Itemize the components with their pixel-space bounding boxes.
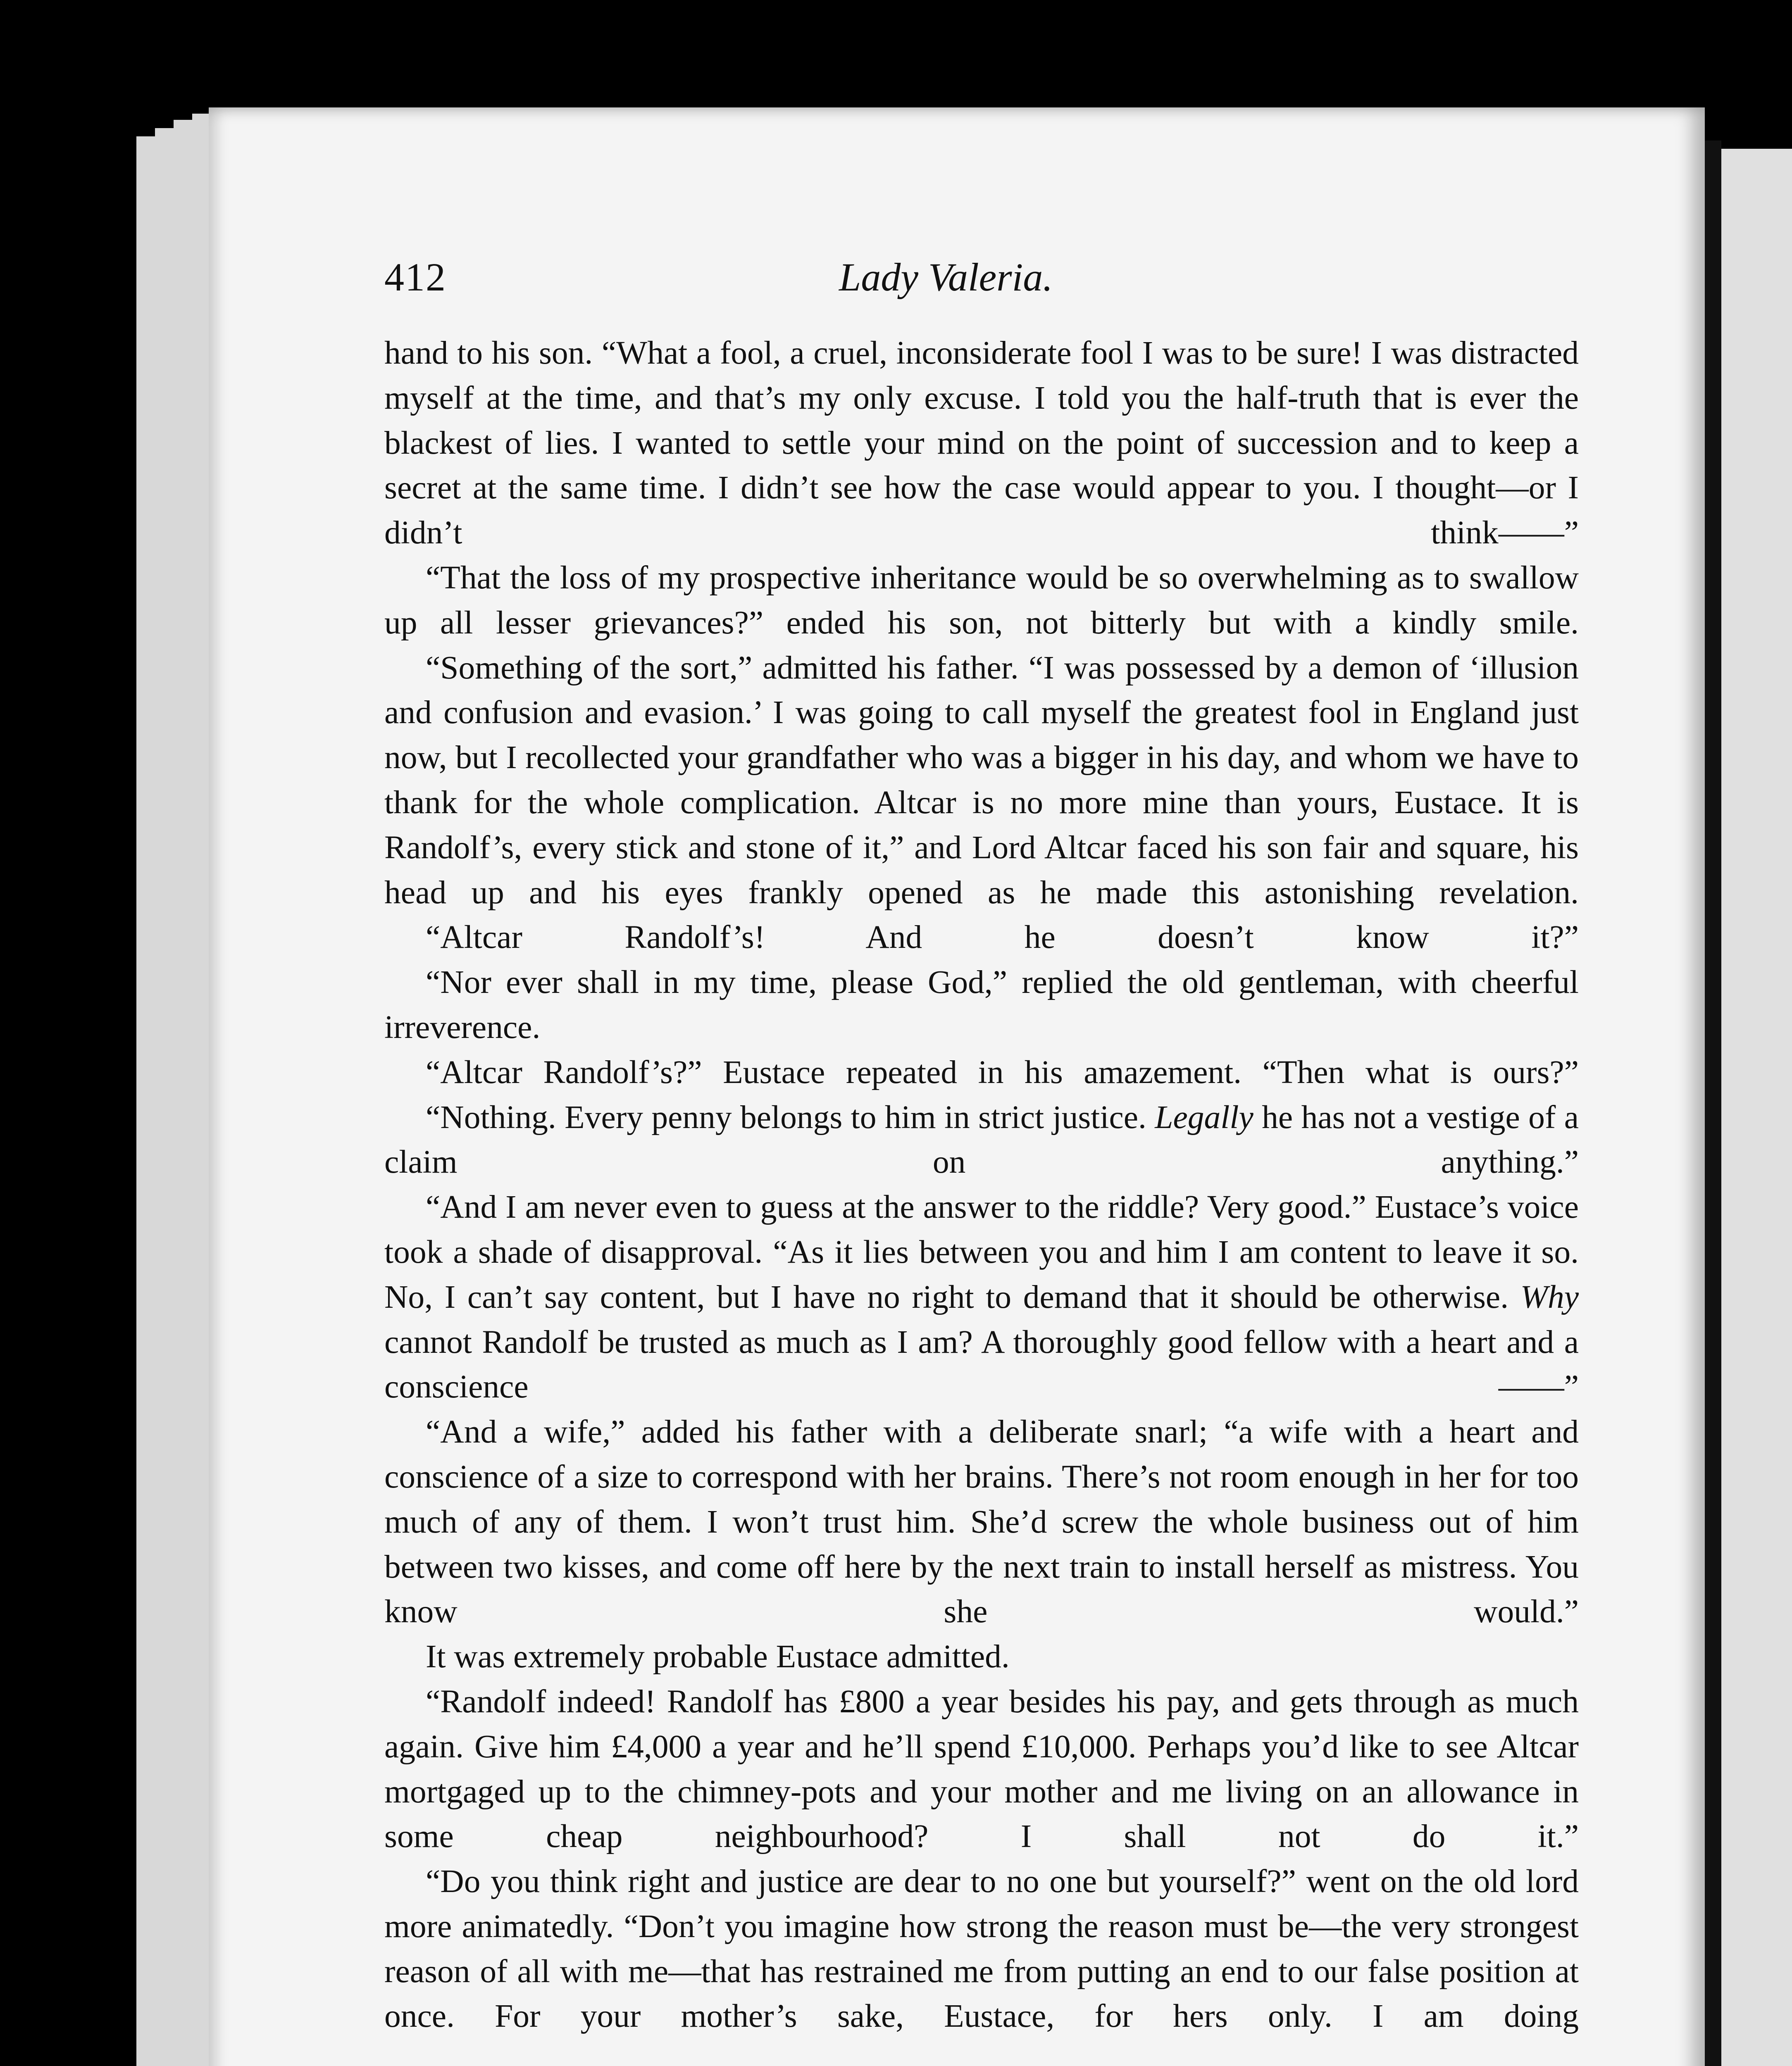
paragraph: “Nor ever shall in my time, please God,” replied the old gentleman, with cheerful irreverence. — [384, 964, 1579, 1045]
paragraph: “Something of the sort,” admitted his father. “I was possessed by a demon of ‘illusion and confusion and evasion.’ I was going to call myself the greatest fool in England just now, but I recollected your grandfather who was a bigger in his day, and whom we have to thank for the whole complication. Altcar is no more mine than yours, Eustace. It is Randolf’s, every stick and stone of it,” and Lord Altcar faced his son fair and square, his head up and his eyes frankly opened as he made this astonishing revelation. — [384, 649, 1579, 911]
text-run: “Nothing. Every penny belongs to him in strict justice. — [426, 1099, 1146, 1135]
paragraph: It was extremely probable Eustace admitted. — [426, 1638, 1010, 1675]
facing-page-edge — [1721, 149, 1792, 2066]
paragraph: “Do you think right and justice are dear to no one but yourself?” went on the old lord more animatedly. “Don’t you imagine how strong the reason must be—the very strongest reason of all with me—that has restrained me from putting an end to our false position at once. For your mother’s sake, Eustace, for hers only. I am doing — [384, 1863, 1579, 2035]
running-header — [384, 254, 1583, 312]
book-gutter — [1705, 140, 1721, 2066]
paragraph: “Altcar Randolf’s?” Eustace repeated in his amazement. “Then what is ours?” — [426, 1054, 1579, 1090]
running-title: Lady Valeria. — [839, 255, 1053, 299]
paragraph: “That the loss of my prospective inheritance would be so overwhelming as to swallow up all lesser grievances?” ended his son, not bitterly but with a kindly smile. — [384, 559, 1579, 641]
body-text — [384, 331, 1579, 2039]
italic-text-run: Legally — [1155, 1099, 1253, 1135]
text-run: he has not a vestige of a claim on anything.” — [384, 1099, 1579, 1181]
paragraph: “And a wife,” added his father with a deliberate snarl; “a wife with a heart and conscience of a size to correspond with her brains. There’s not room enough in her for too much of any of them. I won’t trust him. She’d screw the whole business out of him between two kisses, and come off here by the next train to install herself as mistress. You know she would.” — [384, 1414, 1579, 1630]
page-number: 412 — [384, 255, 446, 299]
paragraph — [384, 1185, 1579, 1409]
italic-text-run: Why — [1520, 1278, 1579, 1315]
paragraph: “Altcar Randolf’s! And he doesn’t know it?” — [426, 919, 1579, 956]
paragraph: hand to his son. “What a fool, a cruel, inconsiderate fool I was to be sure! I was distracted myself at the time, and that’s my only excuse. I told you the half-truth that is ever the blackest of lies. I wanted to settle your mind on the point of succession and to keep a secret at the same time. I didn’t see how the case would appear to you. I thought—or I didn’t think——” — [384, 335, 1579, 551]
paragraph: “Randolf indeed! Randolf has £800 a year besides his pay, and gets through as much again. Give him £4,000 a year and he’ll spend £10,000. Perhaps you’d like to see Altcar mortgaged up to the chimney-pots and your mother and me living on an allowance in some cheap neighbourhood? I shall not do it.” — [384, 1683, 1579, 1855]
text-run: cannot Randolf be trusted as much as I am? A thoroughly good fellow with a heart and a conscience ——” — [384, 1323, 1579, 1405]
paragraph — [384, 1095, 1579, 1185]
text-run: “And I am never even to guess at the answer to the riddle? Very good.” Eustace’s voice took a shade of disapproval. “As it lies between you and him I am content to leave it so. No, I can’t say content, but I have no right to demand that it should be otherwise. — [384, 1189, 1579, 1315]
